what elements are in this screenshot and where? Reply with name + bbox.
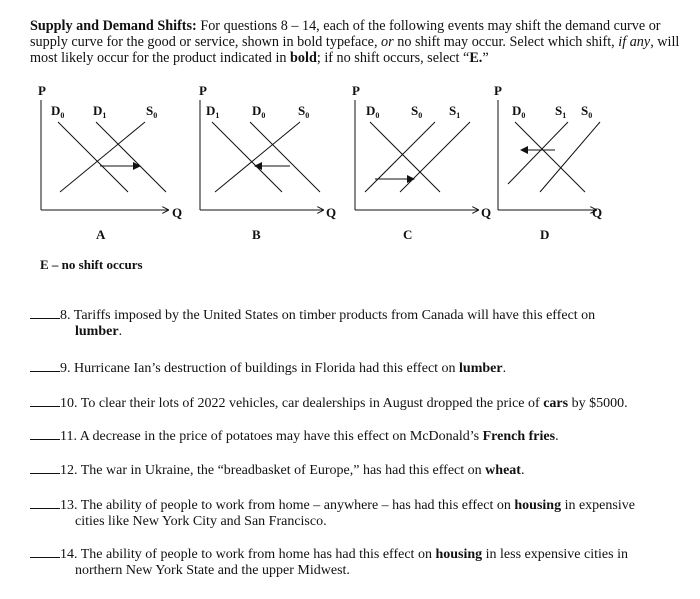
question-11: 11. A decrease in the price of potatoes may have this effect on McDonald’s French fries. [30, 427, 680, 445]
graph-b-q-label: Q [326, 205, 337, 220]
graph-c-p-label: P [352, 83, 360, 98]
question-10: 10. To clear their lots of 2022 vehicles, car dealerships in August dropped the price of cars by $5000. [30, 394, 680, 412]
instructions-text-4: ; if no shift occurs, select “ [316, 50, 470, 66]
graph-d-demand-0 [515, 122, 585, 192]
graph-a-supply-0 [60, 122, 145, 192]
graph-d [494, 83, 602, 242]
graph-c-curve-1-label: $D_0$ [366, 103, 380, 120]
question-13: 13. The ability of people to work from home – anywhere – has had this effect on housing in expensive cities like New York City and San Francisco. [30, 496, 680, 530]
graph-a [38, 83, 182, 242]
graph-c-curve-3-label: $S_1$ [449, 103, 461, 120]
answer-blank[interactable] [30, 496, 60, 509]
graph-b-demand-0 [250, 122, 320, 192]
question-14: 14. The ability of people to work from home has had this effect on housing in less expensive cities in northern New York State and the upper Midwest. [30, 545, 680, 579]
graph-c-supply-1 [400, 122, 470, 192]
instructions-bold: bold [290, 50, 317, 66]
instructions-text-2: no shift may occur. Select which shift, [393, 34, 619, 50]
answer-blank[interactable] [30, 306, 60, 319]
graph-a-p-label: P [38, 83, 46, 98]
graph-d-supply-0 [540, 122, 600, 192]
graph-d-supply-1 [508, 122, 568, 184]
no-shift-option: E – no shift occurs [40, 257, 143, 272]
instructions-text-5: ” [482, 50, 489, 66]
graph-a-demand-1 [96, 122, 166, 192]
graph-b-supply-0 [215, 122, 300, 192]
answer-blank[interactable] [30, 359, 60, 372]
graph-a-letter: A [96, 227, 106, 242]
graph-c-supply-0 [365, 122, 435, 192]
question-8: 8. Tariffs imposed by the United States on timber products from Canada will have this effect on lumber. [30, 306, 680, 340]
graph-c-curve-2-label: $S_0$ [411, 103, 423, 120]
graph-b-curve-1-label: $D_1$ [206, 103, 220, 120]
question-9: 9. Hurricane Ian’s destruction of buildings in Florida had this effect on lumber. [30, 359, 680, 377]
graph-b-letter: B [252, 227, 261, 242]
graph-a-demand-0 [58, 122, 128, 192]
graph-d-curve-2-label: $S_1$ [555, 103, 567, 120]
answer-blank[interactable] [30, 394, 60, 407]
instructions-text-3: , will most likely occur for the product indicated in [30, 34, 680, 66]
graph-c-letter: C [403, 227, 413, 242]
question-12: 12. The war in Ukraine, the “breadbasket of Europe,” has had this effect on wheat. [30, 461, 680, 479]
instructions-if-any: if any [618, 34, 651, 50]
graph-d-letter: D [540, 227, 550, 242]
shift-graphs [0, 80, 700, 250]
instructions-e-option: E. [469, 50, 483, 66]
graph-b-demand-1 [212, 122, 282, 192]
graph-b [199, 83, 336, 242]
graph-c [352, 83, 491, 242]
graph-c-demand-0 [370, 122, 440, 192]
graph-d-q-label: Q [592, 205, 603, 220]
graph-b-curve-2-label: $D_0$ [252, 103, 266, 120]
graph-d-p-label: P [494, 83, 502, 98]
instructions-heading: Supply and Demand Shifts: [30, 18, 197, 34]
graph-a-q-label: Q [172, 205, 183, 220]
graph-c-q-label: Q [481, 205, 492, 220]
instructions-or: or [381, 34, 394, 50]
answer-blank[interactable] [30, 545, 60, 558]
instructions-text-1: For questions 8 – 14, each of the following events may shift the demand curve or supply curve for the good or service, shown in bold typeface, [30, 18, 661, 50]
answer-blank[interactable] [30, 461, 60, 474]
graph-b-curve-3-label: $S_0$ [298, 103, 310, 120]
answer-blank[interactable] [30, 427, 60, 440]
graph-a-curve-2-label: $D_1$ [93, 103, 107, 120]
graph-d-curve-3-label: $S_0$ [581, 103, 593, 120]
graph-b-p-label: P [199, 83, 207, 98]
graph-a-curve-1-label: $D_0$ [51, 103, 65, 120]
graph-d-curve-1-label: $D_0$ [512, 103, 526, 120]
graph-a-curve-3-label: $S_0$ [146, 103, 158, 120]
instructions [30, 18, 680, 66]
